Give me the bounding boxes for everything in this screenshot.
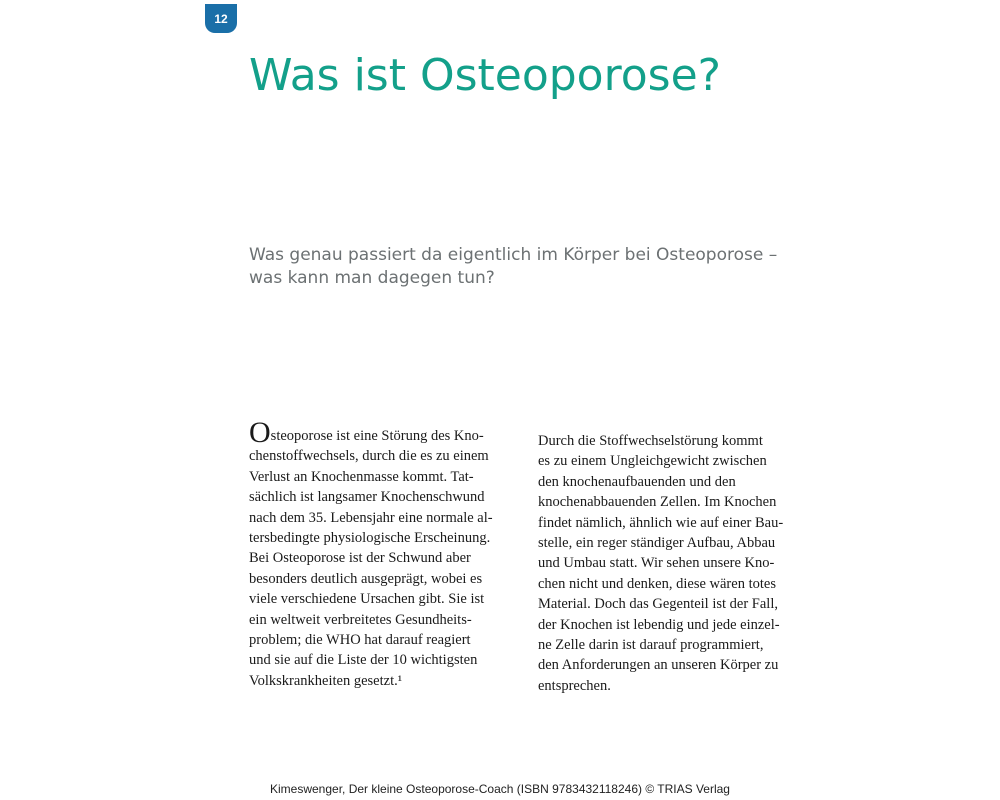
- text-line: ein weltweit verbreitetes Gesundheits-: [249, 611, 472, 628]
- text-line: nach dem 35. Lebensjahr eine normale al-: [249, 509, 493, 526]
- text-line: und sie auf die Liste der 10 wichtigsten: [249, 652, 478, 669]
- text-line: es zu einem Ungleichgewicht zwischen: [538, 453, 767, 470]
- subtitle-line: was kann man dagegen tun?: [249, 268, 495, 288]
- text-line: tersbedingte physiologische Erscheinung.: [249, 530, 491, 547]
- text-line: Durch die Stoffwechselstörung kommt: [538, 433, 763, 449]
- first-line-text: steoporose ist eine Störung des Kno-: [270, 428, 484, 444]
- first-line: [249, 416, 524, 449]
- text-line: findet nämlich, ähnlich wie auf einer Bau-: [538, 514, 784, 531]
- text-line: Bei Osteoporose ist der Schwund aber: [249, 550, 471, 567]
- page-number-badge: [205, 4, 237, 33]
- right-text-column: [538, 431, 813, 696]
- text-line: und Umbau statt. Wir sehen unsere Kno-: [538, 555, 775, 572]
- text-line: entsprechen.: [538, 677, 611, 694]
- subtitle-line: Was genau passiert da eigentlich im Körper bei Osteoporose –: [249, 245, 778, 265]
- text-line: knochenabbauenden Zellen. Im Knochen: [538, 494, 777, 511]
- text-line: problem; die WHO hat darauf reagiert: [249, 632, 471, 649]
- text-line: chen nicht und denken, diese wären totes: [538, 575, 776, 592]
- text-line: besonders deutlich ausgeprägt, wobei es: [249, 570, 483, 587]
- text-line: Volkskrankheiten gesetzt.¹: [249, 672, 403, 689]
- text-line: Verlust an Knochenmasse kommt. Tat-: [249, 468, 474, 485]
- text-line: chenstoffwechsels, durch die es zu einem: [249, 448, 489, 465]
- chapter-title: Was ist Osteoporose?: [249, 50, 721, 101]
- text-line: viele verschiedene Ursachen gibt. Sie ist: [249, 591, 485, 608]
- page-number: 12: [214, 11, 228, 26]
- text-line: den knochenaufbauenden und den: [538, 473, 736, 490]
- footer-citation: Kimeswenger, Der kleine Osteoporose-Coach (ISBN 9783432118246) © TRIAS Verlag: [270, 782, 730, 796]
- text-line: der Knochen ist lebendig und jede einzel-: [538, 616, 780, 633]
- chapter-subtitle: [249, 244, 778, 290]
- text-line: sächlich ist langsamer Knochenschwund: [249, 489, 485, 506]
- left-text-column: [249, 416, 524, 691]
- text-line: den Anforderungen an unseren Körper zu: [538, 657, 779, 674]
- text-line: stelle, ein reger ständiger Aufbau, Abbau: [538, 535, 776, 552]
- drop-cap: O: [249, 416, 271, 449]
- text-line: Material. Doch das Gegenteil ist der Fall,: [538, 596, 778, 613]
- text-line: ne Zelle darin ist darauf programmiert,: [538, 637, 764, 654]
